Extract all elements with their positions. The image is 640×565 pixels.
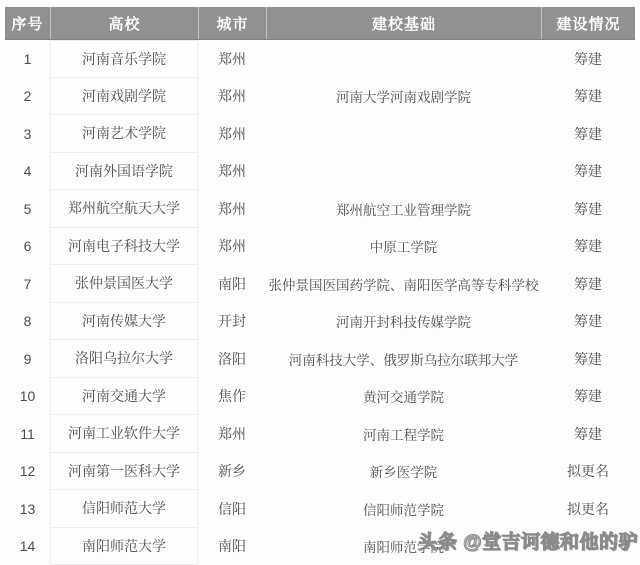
table-cell-university: 河南戏剧学院 bbox=[50, 78, 198, 116]
table-cell-university: 河南传媒大学 bbox=[50, 303, 198, 341]
table-cell-status: 筹建 bbox=[541, 415, 635, 453]
table-cell-status: 筹建 bbox=[541, 190, 635, 228]
table-row bbox=[5, 340, 635, 378]
table-cell-index: 7 bbox=[5, 265, 50, 303]
table-cell-basis: 南阳师范学院 bbox=[266, 528, 541, 565]
table-cell-index: 13 bbox=[5, 490, 50, 528]
column-header-index: 序号 bbox=[5, 7, 50, 39]
table-cell-basis bbox=[266, 40, 541, 78]
table-cell-basis: 河南科技大学、俄罗斯乌拉尔联邦大学 bbox=[266, 340, 541, 378]
column-header-university: 高校 bbox=[50, 7, 198, 39]
column-header-status: 建设情况 bbox=[541, 7, 635, 39]
table-cell-index: 10 bbox=[5, 378, 50, 416]
table-cell-city: 新乡 bbox=[198, 453, 266, 491]
table-cell-city: 郑州 bbox=[198, 153, 266, 191]
table-cell-index: 14 bbox=[5, 528, 50, 565]
table-cell-university: 郑州航空航天大学 bbox=[50, 190, 198, 228]
table-cell-status: 筹建 bbox=[541, 115, 635, 153]
table-cell-index: 8 bbox=[5, 303, 50, 341]
table-cell-basis: 河南开封科技传媒学院 bbox=[266, 303, 541, 341]
table-cell-index: 5 bbox=[5, 190, 50, 228]
column-header-basis: 建校基础 bbox=[266, 7, 541, 39]
table-cell-city: 郑州 bbox=[198, 115, 266, 153]
table-cell-basis: 黄河交通学院 bbox=[266, 378, 541, 416]
table-cell-city: 开封 bbox=[198, 303, 266, 341]
table-cell-index: 4 bbox=[5, 153, 50, 191]
table-row bbox=[5, 190, 635, 228]
table-body bbox=[5, 40, 635, 565]
table-row bbox=[5, 378, 635, 416]
table-row bbox=[5, 78, 635, 116]
table-cell-university: 河南音乐学院 bbox=[50, 40, 198, 78]
table-cell-status: 筹建 bbox=[541, 340, 635, 378]
table-cell-index: 1 bbox=[5, 40, 50, 78]
table-row bbox=[5, 415, 635, 453]
table-row bbox=[5, 453, 635, 491]
table-cell-city: 焦作 bbox=[198, 378, 266, 416]
table-cell-status: 拟更名 bbox=[541, 453, 635, 491]
table-row bbox=[5, 228, 635, 266]
table-cell-index: 12 bbox=[5, 453, 50, 491]
column-header-city: 城市 bbox=[198, 7, 266, 39]
table-cell-index: 11 bbox=[5, 415, 50, 453]
table-cell-status: 筹建 bbox=[541, 40, 635, 78]
table-cell-basis bbox=[266, 115, 541, 153]
table-cell-basis: 河南大学河南戏剧学院 bbox=[266, 78, 541, 116]
table-cell-university: 河南工业软件大学 bbox=[50, 415, 198, 453]
table-cell-index: 9 bbox=[5, 340, 50, 378]
table-cell-city: 信阳 bbox=[198, 490, 266, 528]
table-cell-university: 河南外国语学院 bbox=[50, 153, 198, 191]
table-cell-university: 张仲景国医大学 bbox=[50, 265, 198, 303]
table-cell-city: 郑州 bbox=[198, 78, 266, 116]
table-row bbox=[5, 490, 635, 528]
table-row bbox=[5, 265, 635, 303]
table-cell-basis: 张仲景国医国药学院、南阳医学高等专科学校 bbox=[266, 265, 541, 303]
table-cell-city: 郑州 bbox=[198, 228, 266, 266]
table-row bbox=[5, 115, 635, 153]
table-cell-basis: 信阳师范学院 bbox=[266, 490, 541, 528]
universities-table bbox=[5, 7, 635, 565]
table-cell-status: 筹建 bbox=[541, 303, 635, 341]
table-cell-university: 河南电子科技大学 bbox=[50, 228, 198, 266]
table-cell-university: 河南艺术学院 bbox=[50, 115, 198, 153]
watermark: 头条 @堂吉诃德和他的驴 bbox=[418, 527, 638, 554]
table-cell-university: 南阳师范大学 bbox=[50, 528, 198, 565]
table-cell-status: 筹建 bbox=[541, 153, 635, 191]
table-cell-basis bbox=[266, 153, 541, 191]
table-cell-index: 3 bbox=[5, 115, 50, 153]
table-row bbox=[5, 40, 635, 78]
table-cell-city: 郑州 bbox=[198, 415, 266, 453]
table-cell-city: 郑州 bbox=[198, 40, 266, 78]
table-header bbox=[5, 7, 635, 40]
table-row bbox=[5, 153, 635, 191]
table-cell-basis: 河南工程学院 bbox=[266, 415, 541, 453]
table-cell-university: 河南第一医科大学 bbox=[50, 453, 198, 491]
table-cell-status: 筹建 bbox=[541, 378, 635, 416]
table-cell-index: 6 bbox=[5, 228, 50, 266]
table-cell-status: 筹建 bbox=[541, 228, 635, 266]
table-cell-basis: 郑州航空工业管理学院 bbox=[266, 190, 541, 228]
table-cell-university: 河南交通大学 bbox=[50, 378, 198, 416]
table-row bbox=[5, 303, 635, 341]
table-cell-university: 洛阳乌拉尔大学 bbox=[50, 340, 198, 378]
table-cell-status: 筹建 bbox=[541, 78, 635, 116]
table-cell-basis: 中原工学院 bbox=[266, 228, 541, 266]
table-cell-university: 信阳师范大学 bbox=[50, 490, 198, 528]
table-cell-index: 2 bbox=[5, 78, 50, 116]
table-cell-basis: 新乡医学院 bbox=[266, 453, 541, 491]
table-cell-city: 南阳 bbox=[198, 528, 266, 565]
table-cell-city: 郑州 bbox=[198, 190, 266, 228]
table-cell-status: 拟更名 bbox=[541, 490, 635, 528]
table-cell-status: 筹建 bbox=[541, 265, 635, 303]
table-cell-city: 南阳 bbox=[198, 265, 266, 303]
table-cell-city: 洛阳 bbox=[198, 340, 266, 378]
